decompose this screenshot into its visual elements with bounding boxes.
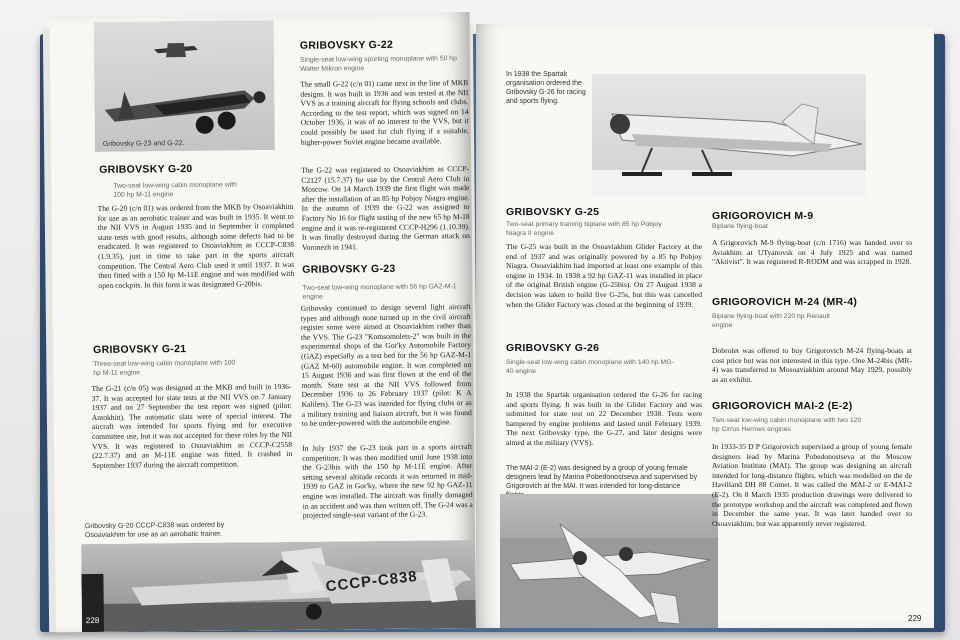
subtitle-g20: Two-seat low-wing cabin monoplane with 100 hp M-11 engine — [113, 181, 237, 199]
photo-mai2 — [500, 494, 718, 628]
registration-marking: CCCP-C838 — [324, 567, 419, 596]
left-page — [50, 12, 476, 632]
subtitle-m9: Biplane flying-boat — [712, 223, 768, 230]
photo-caption-mai2: The MAI-2 (E-2) was designed by a group of young female designers lead by Marina Pobedonostseva and supervised by Grigorovich at the MAI. It was intended for long-distance — [506, 465, 698, 490]
photo-caption-top: Gribovsky G-23 and G-22. — [102, 140, 185, 148]
body-mai2: In 1933-35 D P Grigorovich supervised a group of young female designers lead by Marina Pobedonostseva at the Moscow Aviation Institute (MAI). The group was designing an aircraft intended for long-distance flights, which was modelled on the de Havilland DH 88 Comet. It was called the MAI-2 or E-MAI-2 (E-2). On 8 March 1935 production drawings were delivered to the prototype workshop and the aircraft was completed and flown in December the same year. It was later handed over to Osoaviakhim, but was apparently never registered. — [712, 442, 912, 528]
body-g20: The G-20 (c/n 01) was ordered from the MKB by Osoaviakhim for use as an aerobatic trainer and was built in 1935. It went to the NII VVS in August 1935 and in September it completed state tests with good results, although some defects had to be eradicated. It was registered to Osoaviakhim as CCCP-C838 (1.9.35), just in time to take part in the sports aircraft competition. The Central Aero Club used it until 1937. It was then fitted with a 150 hp M-11E engine and was modified with open cockpits. In this form it was designated G-20bis. — [97, 201, 295, 290]
subtitle-g21: Three-seat low-wing cabin monoplane with 100 hp M-11 engine — [93, 359, 236, 377]
body-g23-p2: In July 1937 the G-23 took part in a sports aircraft competition. It was then modified until June 1938 into the G-23bis with the 150 hp M-11E engine. After setting several altitude records it was returned in mid-1939 to GAZ in Gor'ky, where the new 92 hp GAZ-11 engine was installed. The aircraft was finally damaged in an accident and was then written off. The G-24 was a projected single-seat variant of the G-23. — [302, 442, 473, 520]
heading-g20: GRIBOVSKY G-20 — [99, 162, 193, 176]
photo-g23-g22 — [94, 20, 275, 152]
right-page — [476, 24, 934, 628]
heading-g21: GRIBOVSKY G-21 — [93, 343, 187, 356]
subtitle-m24: Biplane flying-boat with 220 hp Renault engine — [712, 313, 830, 329]
heading-mai2: GRIGOROVICH MAI-2 (E-2) — [712, 400, 853, 412]
heading-g26: GRIBOVSKY G-26 — [506, 342, 600, 354]
body-g25: The G-25 was built in the Osoaviakhim Glider Factory at the end of 1937 and was originally powered by a 85 hp Pobjoy Niagra. Osoaviakhim had imported at least one example of this engine in 1934. In 1938 a 92 hp GAZ-11 was installed in place of the original British engine (G-25bis). On 27 August 1938 a decision was taken to build five G-25s, but this was cancelled when the Glider Factory was closed at the beginning of 1939. — [506, 242, 702, 309]
subtitle-g26: Single-seat low-wing cabin monoplane with 140 hp MG-40 engine — [506, 359, 674, 375]
page-number-right: 229 — [908, 614, 922, 623]
body-g22-p1: The small G-22 (c/n 01) came next in the line of MKB designs. It was built in 1936 and was tested at the NII VVS as a training aircraft for flying schools and clubs. According to the test report, which was signed on 14 October 1936, it was of no interest to the VVS, but it could possibly be used for club flying if a suitable, higher-power Soviet engine became available. — [300, 78, 469, 147]
body-m24: Dobrolet was offered to buy Grigorovich M-24 flying-boats at cost price but was not interested in this type. One M-24bis (MR-4) was transferred to Mosoaviakhim around May 1929, possibly as an exhibit. — [712, 346, 912, 384]
heading-m24: GRIGOROVICH M-24 (MR-4) — [712, 296, 858, 308]
body-g23-p1: Gribovsky continued to design several light aircraft types and although none turned up in the civil aircraft register some were aimed at Osoaviakhim rather than the VVS. The G-23 "Komsomolets-2" was built in the experimental shops of the Gor'ky Automobile Factory (GAZ) especially as a test bed for the 56 hp GAZ-M-1 (GAZ M-60) automobile engine. It was completed on 15 August 1936 and was first flown at the end of the month. State test at the NII VVS followed from December 1936 to 26 February 1937 (pilot: K A Kalilets). The G-23 was intended for flying clubs or as a military training and liaison aircraft, but it was found to be under-powered with the automobile engine. — [300, 302, 472, 428]
body-g26: In 1938 the Spartak organisation ordered the G-26 for racing and sports flying. It was built in the Glider Factory and was submitted for state test on 22 December 1938. Tests were hampered by engine problems and lasted until February 1939. The next Gribovsky type, the G-27, and later designs were aimed at the military (VVS). — [506, 390, 702, 447]
subtitle-g22: Single-seat low-wing sporting monoplane with 50 hp Walter Mikron engine — [300, 55, 457, 73]
subtitle-g23: Two-seat low-wing monoplane with 56 hp GAZ-M-1 engine — [302, 283, 457, 301]
body-m9: A Grigorovich M-9 flying-boat (c/n 1716) was handed over to Aviakhim at UTyanovsk on 4 July 1925 and was named "Aktivist". It was registered R-RODM and was scrapped in 1928. — [712, 238, 912, 267]
photo-caption-g26: In 1938 the Spartak organisation ordered the Gribovsky G-26 for racing and sports flying. — [506, 71, 586, 105]
body-g21: The G-21 (c/n 05) was designed at the MKB and built in 1936-37. It was accepted for state tests at the NII VVS on 7 January 1937 and on 27 September the test report was signed (pilot: Antokhin). The automatic slats were of special interest. The aircraft was intended for sports flying and for executive committee use, but it was not accepted for these roles by the NII VVS. It was registered to Osoaviakhim as CCCP-C2558 (22.7.37) and an M-11E engine was fitted. It crashed in September 1937 during the aircraft competition. — [91, 381, 293, 470]
heading-g22: GRIBOVSKY G-22 — [299, 38, 394, 52]
photo-caption-bottom: Gribovsky G-20 CCCP-C838 was ordered by Osoaviakhim for use as an aerobatic trainer. — [84, 521, 225, 540]
heading-m9: GRIGOROVICH M-9 — [712, 210, 814, 222]
body-g22-p2: The G-22 was registered to Osoaviakhim as CCCP-C2127 (15.7.37) for use by the Central Aero Club in Moscow. On 14 March 1939 the first flight was made after the installation of an 85 hp Pobjoy Niagra engine. In the autumn of 1939 the G-22 was assigned to Factory No 16 for flight testing of the new 65 hp M-18 engine and it was re-registered CCCP-H296 (1.10.39). It was finally destroyed during the German attack on Voronezh in 1941. — [301, 164, 470, 252]
photo-g26-skis — [592, 74, 866, 196]
page-number-left: 228 — [85, 615, 100, 626]
heading-g25: GRIBOVSKY G-25 — [506, 206, 600, 218]
subtitle-g25: Two-seat primary training biplane with 85 hp Pobjoy Niagra II engine — [506, 221, 662, 237]
heading-g23: GRIBOVSKY G-23 — [302, 262, 396, 276]
photo-g20-c838 — [81, 540, 476, 632]
subtitle-mai2: Two-seat low-wing cabin monoplane with two 120 hp Cirrus Hermes engines — [712, 417, 862, 433]
